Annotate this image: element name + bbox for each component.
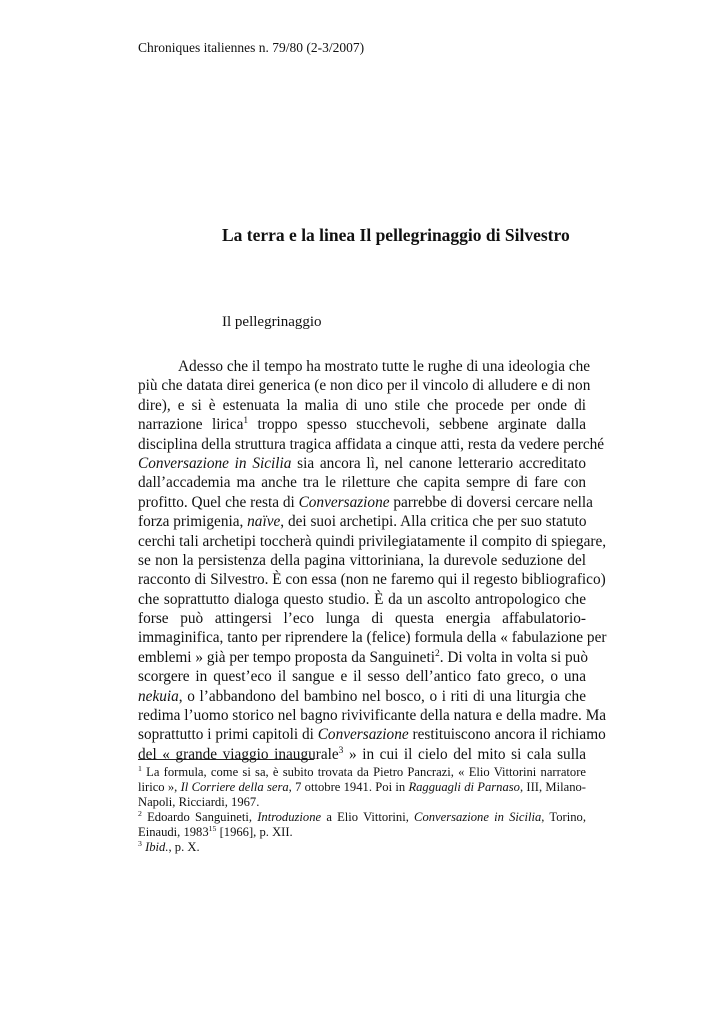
text-run: . Di volta in volta si può xyxy=(439,648,588,666)
text-run: Edoardo Sanguineti, xyxy=(141,810,258,824)
italic-run: naïve xyxy=(247,513,281,531)
body-line xyxy=(138,687,586,706)
body-line: che soprattutto dialoga questo studio. È da un ascolto antropologico che xyxy=(138,590,586,608)
footnote-number: 1 xyxy=(138,763,142,773)
footnote-separator xyxy=(138,759,314,760)
text-run: troppo spesso stucchevoli, sebbene arginate dalla xyxy=(248,416,586,434)
body-line xyxy=(138,745,586,764)
body-line xyxy=(138,454,586,473)
footnote-number: 2 xyxy=(138,808,142,818)
italic-run: Ragguagli di Parnaso xyxy=(408,780,520,794)
footnote-1-line: Napoli, Ricciardi, 1967. xyxy=(138,795,260,809)
italic-run: Il Corriere della sera xyxy=(180,780,289,794)
text-run: , 7 ottobre 1941. Poi in xyxy=(288,780,409,794)
superscript: 15 xyxy=(208,823,217,833)
text-run: parrebbe di doversi cercare nella xyxy=(389,493,593,511)
body-line: dire), e si è estenuata la malia di uno stile che procede per onde di xyxy=(138,396,586,414)
italic-run: Conversazione in Sicilia xyxy=(138,454,292,472)
text-run: , p. X. xyxy=(168,840,200,854)
body-line: se non la persistenza della pagina vittoriniana, la durevole seduzione del xyxy=(138,551,586,569)
body-line: scorgere in quest’eco il sangue e il sesso dell’antico fato greco, o una xyxy=(138,668,586,686)
body-line: dall’accademia ma anche tra le riletture che capita sempre di fare con xyxy=(138,474,586,492)
body-paragraph xyxy=(138,357,607,764)
text-run: » in cui il cielo del mito si cala sulla xyxy=(343,745,586,763)
text-run: , dei suoi archetipi. Alla critica che per suo statuto xyxy=(280,513,587,531)
footnote-2 xyxy=(138,810,586,825)
footnote-1 xyxy=(138,765,586,780)
body-line: cerchi tali archetipi toccherà quindi privilegiatamente il compito di spiegare, xyxy=(138,532,607,550)
text-run: lirico », xyxy=(138,780,181,794)
body-line xyxy=(138,512,586,531)
text-run: a Elio Vittorini, xyxy=(321,810,415,824)
italic-run: Ibid. xyxy=(145,840,169,854)
body-line: racconto di Silvestro. È con essa (non ne faremo qui il regesto bibliografico) xyxy=(138,571,606,589)
footnote-2-line xyxy=(138,825,586,840)
text-run: emblemi » già per tempo proposta da Sanguineti xyxy=(138,648,435,666)
text-run: sia ancora lì, nel canone letterario accreditato xyxy=(291,454,586,472)
text-run: , III, Milano- xyxy=(519,780,586,794)
text-run: [1966], p. XII. xyxy=(216,825,293,839)
italic-run: Introduzione xyxy=(257,810,322,824)
running-head: Chroniques italiennes n. 79/80 (2-3/2007) xyxy=(138,40,365,55)
italic-run: Conversazione in Sicilia xyxy=(414,810,542,824)
text-run: del « grande viaggio inaugurale xyxy=(138,745,339,763)
text-run: narrazione lirica xyxy=(138,416,244,434)
body-line: disciplina della struttura tragica affidata a cinque atti, resta da vedere perché xyxy=(138,435,605,453)
text-run: La formula, come si sa, è subito trovata da Pietro Pancrazi, « Elio Vittorini narratore xyxy=(141,765,586,779)
text-run: forza primigenia, xyxy=(138,513,248,531)
text-run: soprattutto i primi capitoli di xyxy=(138,726,318,744)
italic-run: nekuia xyxy=(138,687,179,705)
footnotes xyxy=(138,765,586,855)
footnote-1-line xyxy=(138,780,586,795)
body-line: forse può attingersi l’eco lunga di questa energia affabulatorio- xyxy=(138,610,586,628)
footnote-3 xyxy=(138,840,586,855)
body-line: Adesso che il tempo ha mostrato tutte le rughe di una ideologia che xyxy=(178,358,591,375)
body-line xyxy=(138,493,593,512)
italic-run: Conversazione xyxy=(298,493,390,511)
footnote-ref[interactable]: 2 xyxy=(434,648,440,659)
body-line: immaginifica, tanto per riprendere la (felice) formula della « fabulazione per xyxy=(138,629,607,647)
body-line xyxy=(138,725,606,744)
text-run: restituiscono ancora il richiamo xyxy=(408,726,606,744)
article-title: La terra e la linea Il pellegrinaggio di Silvestro xyxy=(222,225,570,245)
text-run: , Torino, xyxy=(541,810,586,824)
body-line xyxy=(138,415,586,434)
text-run: , o l’abbandono del bambino nel bosco, o i riti di una liturgia che xyxy=(178,687,586,705)
section-heading: Il pellegrinaggio xyxy=(222,314,322,330)
footnote-ref[interactable]: 1 xyxy=(243,416,249,427)
body-line: redima l’uomo storico nel bagno rivivificante della natura e della madre. Ma xyxy=(138,707,607,725)
body-line: più che datata direi generica (e non dico per il vincolo di alludere e di non xyxy=(138,377,591,395)
footnote-ref[interactable]: 3 xyxy=(338,745,344,756)
italic-run: Conversazione xyxy=(317,726,409,744)
text-run: profitto. Quel che resta di xyxy=(138,493,299,511)
body-line xyxy=(138,648,586,667)
footnote-number: 3 xyxy=(138,838,142,848)
text-run: Einaudi, 1983 xyxy=(138,825,209,839)
